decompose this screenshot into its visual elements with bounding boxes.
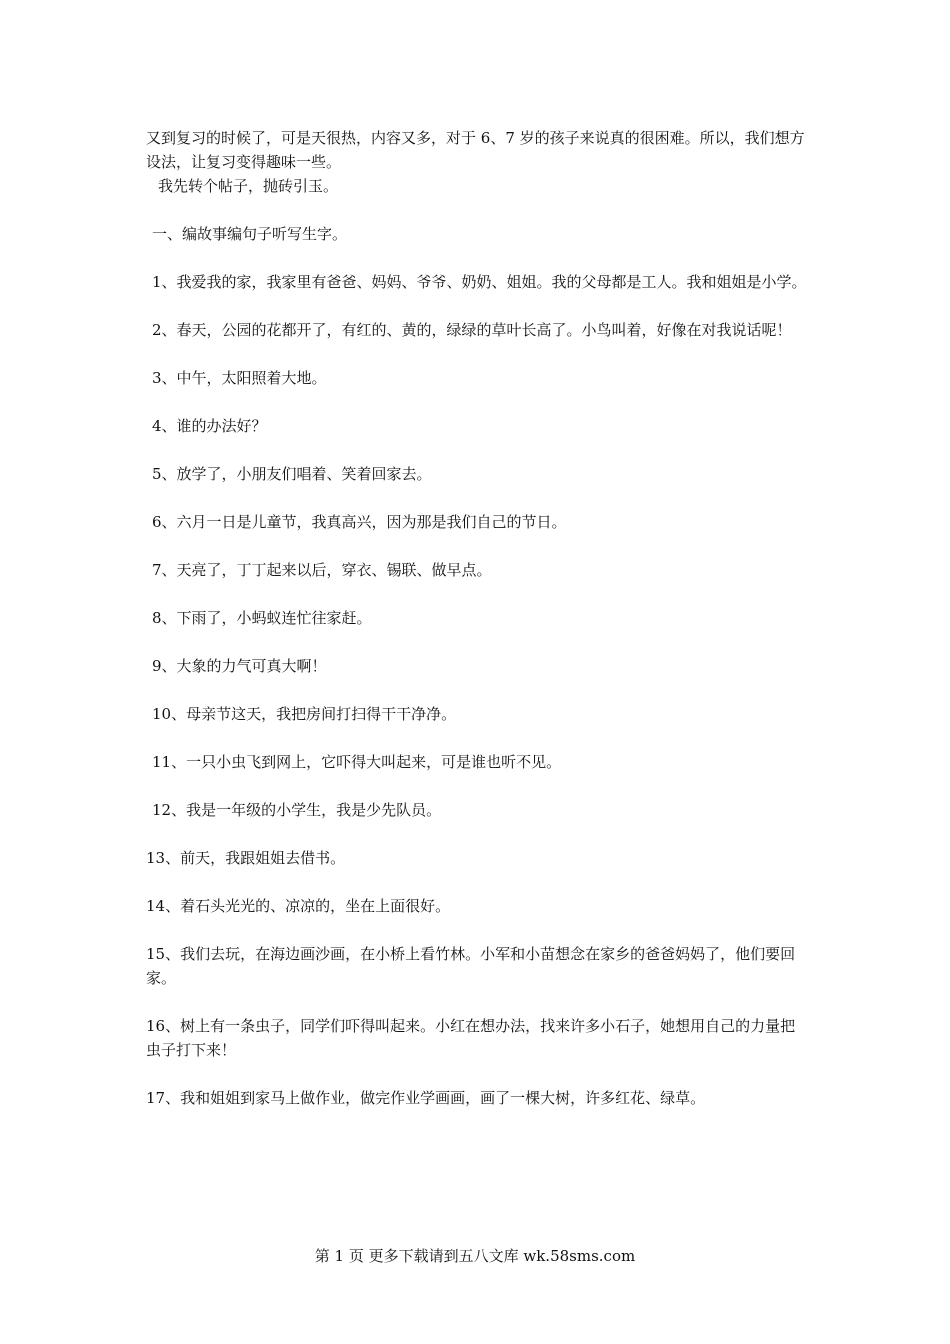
sentence-item: 14、着石头光光的、凉凉的，坐在上面很好。 — [146, 897, 451, 915]
sentence-item: 10、母亲节这天，我把房间打扫得干干净净。 — [152, 705, 457, 723]
intro-note: 我先转个帖子，抛砖引玉。 — [158, 177, 339, 195]
sentence-item: 17、我和姐姐到家马上做作业，做完作业学画画，画了一棵大树，许多红花、绿草。 — [146, 1089, 706, 1107]
sentence-item: 7、天亮了，丁丁起来以后，穿衣、锡联、做早点。 — [152, 561, 492, 579]
sentence-item: 16、树上有一条虫子，同学们吓得叫起来。小红在想办法，找来许多小石子，她想用自己的力量把虫子打下来！ — [146, 1017, 796, 1059]
sentence-item: 4、谁的办法好？ — [152, 417, 267, 435]
sentence-item: 12、我是一年级的小学生，我是少先队员。 — [152, 801, 442, 819]
sentence-item: 5、放学了，小朋友们唱着、笑着回家去。 — [152, 465, 432, 483]
sentence-item: 11、一只小虫飞到网上，它吓得大叫起来，可是谁也听不见。 — [152, 753, 562, 771]
document-body — [146, 126, 810, 1134]
sentence-item: 9、大象的力气可真大啊！ — [152, 657, 327, 675]
sentence-item: 13、前天，我跟姐姐去借书。 — [146, 849, 346, 867]
page-footer: 第 1 页 更多下载请到五八文库 wk.58sms.com — [314, 1247, 636, 1265]
sentence-item: 15、我们去玩，在海边画沙画，在小桥上看竹林。小军和小苗想念在家乡的爸爸妈妈了，他们要回家。 — [146, 945, 796, 987]
sentence-item: 1、我爱我的家，我家里有爸爸、妈妈、爷爷、奶奶、姐姐。我的父母都是工人。我和姐姐是小学。 — [152, 273, 807, 291]
intro-paragraph: 又到复习的时候了，可是天很热，内容又多，对于 6、7 岁的孩子来说真的很困难。所以，我们想方设法，让复习变得趣味一些。 — [146, 129, 805, 171]
sentence-item: 3、中午，太阳照着大地。 — [152, 369, 327, 387]
sentence-item: 6、六月一日是儿童节，我真高兴，因为那是我们自己的节日。 — [152, 513, 567, 531]
sentence-item: 8、下雨了，小蚂蚁连忙往家赶。 — [152, 609, 372, 627]
section-heading: 一、编故事编句子听写生字。 — [152, 225, 348, 243]
sentence-item: 2、春天，公园的花都开了，有红的、黄的，绿绿的草叶长高了。小鸟叫着，好像在对我说话呢！ — [152, 321, 792, 339]
